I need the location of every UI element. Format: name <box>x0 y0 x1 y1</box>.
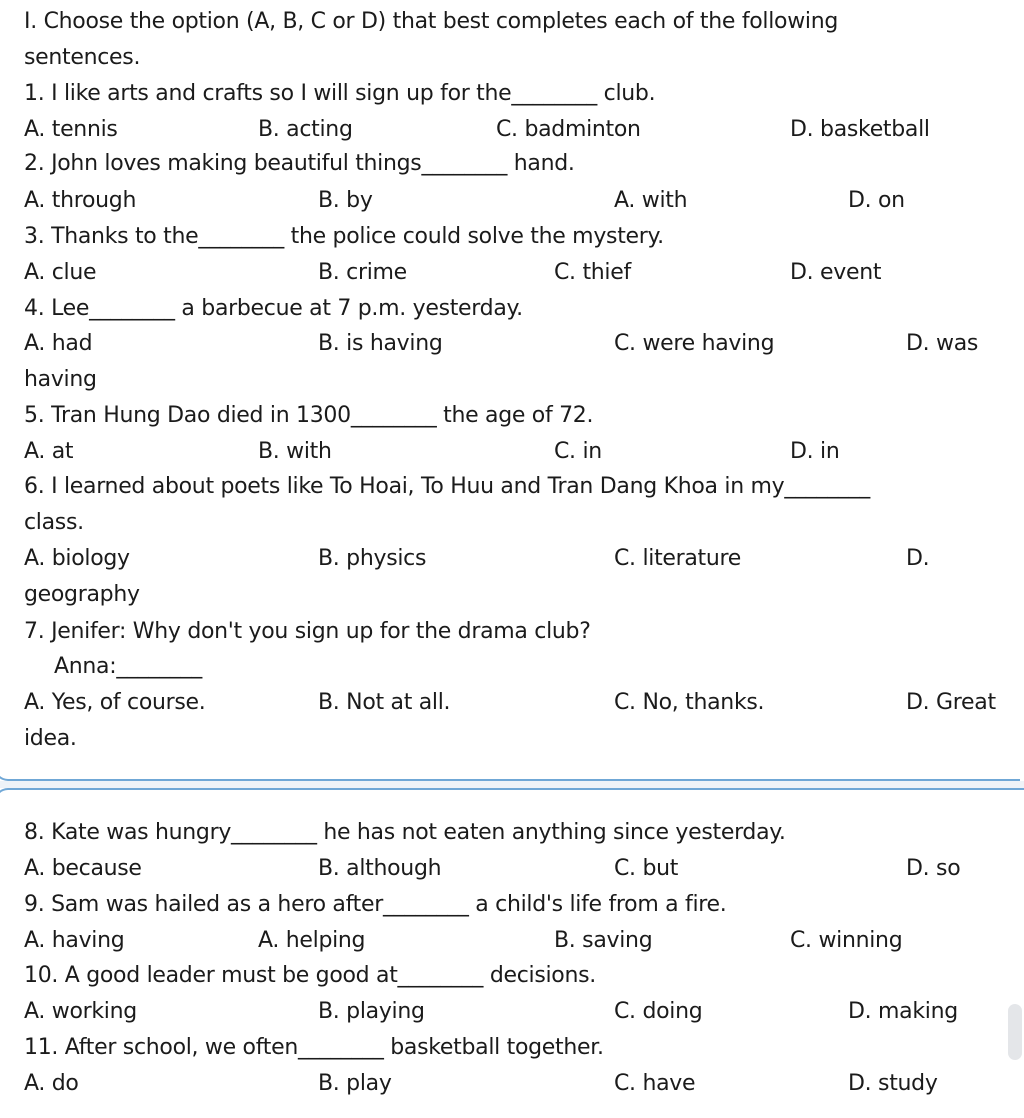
question-7: 7. Jenifer: Why don't you sign up for the drama club? <box>24 619 591 644</box>
option-11a[interactable]: A. do <box>24 1071 79 1096</box>
question-1: 1. I like arts and crafts so I will sign up for the________ club. <box>24 81 656 106</box>
scroll-handle[interactable] <box>1008 1004 1022 1060</box>
question-6: 6. I learned about poets like To Hoai, To Huu and Tran Dang Khoa in my________ <box>24 474 870 499</box>
option-9b[interactable]: A. helping <box>258 928 366 953</box>
question-10: 10. A good leader must be good at________ decisions. <box>24 963 596 988</box>
question-6-wrap: class. <box>24 510 84 535</box>
option-4d[interactable]: D. was <box>906 331 979 356</box>
option-9a[interactable]: A. having <box>24 928 125 953</box>
instruction-line-2: sentences. <box>24 45 141 70</box>
option-3d[interactable]: D. event <box>790 260 882 285</box>
option-4b[interactable]: B. is having <box>318 331 443 356</box>
option-7c[interactable]: C. No, thanks. <box>614 690 765 715</box>
option-5c[interactable]: C. in <box>554 439 602 464</box>
option-9c[interactable]: B. saving <box>554 928 653 953</box>
option-10a[interactable]: A. working <box>24 999 137 1024</box>
option-1a[interactable]: A. tennis <box>24 117 118 142</box>
option-6d-wrap: geography <box>24 582 140 607</box>
option-8a[interactable]: A. because <box>24 856 142 881</box>
option-10b[interactable]: B. playing <box>318 999 425 1024</box>
question-11: 11. After school, we often________ basketball together. <box>24 1035 604 1060</box>
option-7a[interactable]: A. Yes, of course. <box>24 690 206 715</box>
question-5: 5. Tran Hung Dao died in 1300________ the age of 72. <box>24 403 594 428</box>
question-7-response: Anna:________ <box>54 654 202 679</box>
option-11b[interactable]: B. play <box>318 1071 392 1096</box>
question-8: 8. Kate was hungry________ he has not eaten anything since yesterday. <box>24 820 786 845</box>
option-7d-wrap: idea. <box>24 726 77 751</box>
option-5a[interactable]: A. at <box>24 439 74 464</box>
option-7d[interactable]: D. Great <box>906 690 996 715</box>
option-11c[interactable]: C. have <box>614 1071 696 1096</box>
option-2a[interactable]: A. through <box>24 188 137 213</box>
option-6a[interactable]: A. biology <box>24 546 130 571</box>
question-4: 4. Lee________ a barbecue at 7 p.m. yesterday. <box>24 296 523 321</box>
option-6b[interactable]: B. physics <box>318 546 427 571</box>
option-6d[interactable]: D. <box>906 546 930 571</box>
question-9: 9. Sam was hailed as a hero after________ a child's life from a fire. <box>24 892 727 917</box>
option-4a[interactable]: A. had <box>24 331 93 356</box>
option-2c[interactable]: A. with <box>614 188 688 213</box>
option-8b[interactable]: B. although <box>318 856 442 881</box>
option-3c[interactable]: C. thief <box>554 260 631 285</box>
option-9d[interactable]: C. winning <box>790 928 903 953</box>
option-3b[interactable]: B. crime <box>318 260 407 285</box>
option-1b[interactable]: B. acting <box>258 117 353 142</box>
instruction-line-1: I. Choose the option (A, B, C or D) that best completes each of the following <box>24 9 839 34</box>
option-2b[interactable]: B. by <box>318 188 373 213</box>
option-4c[interactable]: C. were having <box>614 331 775 356</box>
option-7b[interactable]: B. Not at all. <box>318 690 451 715</box>
option-1d[interactable]: D. basketball <box>790 117 930 142</box>
option-2d[interactable]: D. on <box>848 188 905 213</box>
option-5b[interactable]: B. with <box>258 439 332 464</box>
question-3: 3. Thanks to the________ the police could solve the mystery. <box>24 224 664 249</box>
question-2: 2. John loves making beautiful things________ hand. <box>24 151 575 176</box>
option-8d[interactable]: D. so <box>906 856 961 881</box>
option-10c[interactable]: C. doing <box>614 999 703 1024</box>
option-8c[interactable]: C. but <box>614 856 679 881</box>
option-1c[interactable]: C. badminton <box>496 117 641 142</box>
option-5d[interactable]: D. in <box>790 439 840 464</box>
option-3a[interactable]: A. clue <box>24 260 97 285</box>
option-11d[interactable]: D. study <box>848 1071 938 1096</box>
card-gap <box>0 781 1024 788</box>
option-6c[interactable]: C. literature <box>614 546 742 571</box>
option-10d[interactable]: D. making <box>848 999 958 1024</box>
option-4d-wrap: having <box>24 367 97 392</box>
